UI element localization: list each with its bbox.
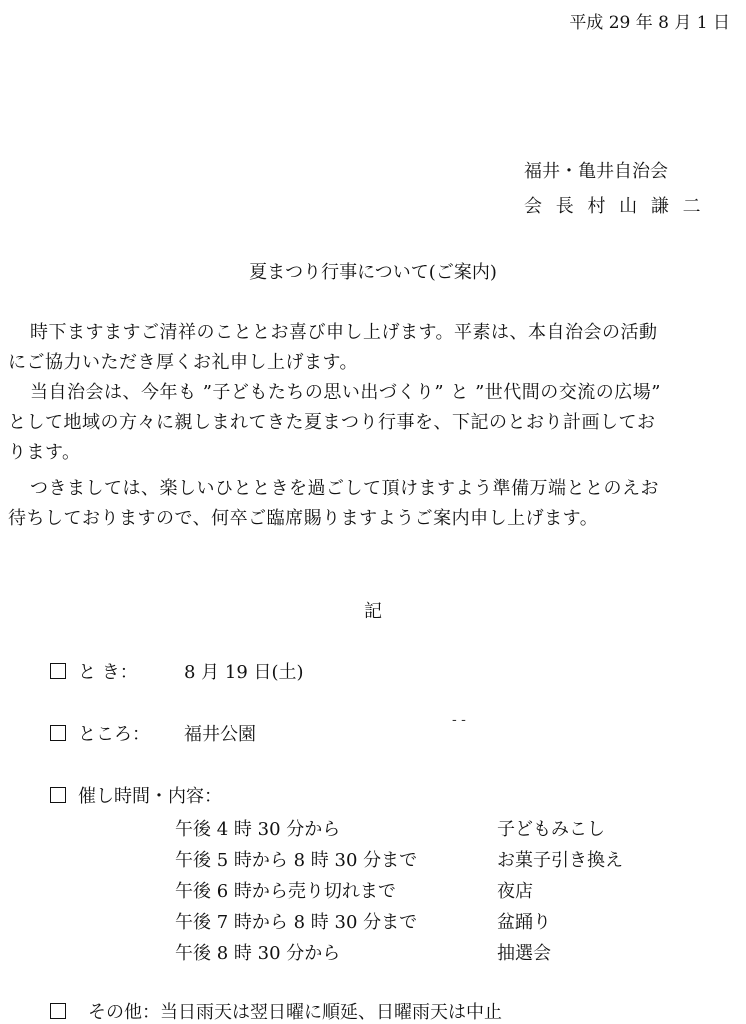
scan-smudge: ‑ ‑ [452, 712, 466, 728]
paragraph-line: として地域の方々に親しまれてきた夏まつり行事を、下記のとおり計画してお [8, 412, 656, 433]
checkbox-icon [50, 663, 66, 679]
schedule-time: 午後 5 時から 8 時 30 分まで [175, 850, 418, 871]
item-label: ところ： [78, 724, 150, 745]
schedule-time: 午後 8 時 30 分から [175, 943, 341, 964]
item-label: その他： [88, 1002, 160, 1023]
ki-heading: 記 [364, 601, 382, 622]
item-value: 福井公園 [184, 724, 256, 745]
schedule-time: 午後 4 時 30 分から [175, 819, 341, 840]
item-value: 8 月 19 日(土) [184, 662, 304, 683]
item-label: と き： [78, 662, 138, 683]
schedule-event: 子どもみこし [497, 819, 605, 840]
checkbox-icon [50, 787, 66, 803]
item-when [50, 658, 304, 684]
organization-name: 福井・亀井自治会 [524, 161, 668, 182]
item-program [50, 782, 222, 808]
item-value: 当日雨天は翌日曜に順延、日曜雨天は中止 [160, 1002, 502, 1023]
paragraph-line: つきましては、楽しいひとときを過ごして頂けますよう準備万端ととのえお [30, 478, 659, 499]
paragraph-line: ります。 [8, 442, 81, 463]
schedule-event: 抽選会 [497, 943, 551, 964]
schedule-time: 午後 7 時から 8 時 30 分まで [175, 912, 418, 933]
item-where [50, 720, 256, 746]
document-date: 平成 29 年 8 月 1 日 [569, 13, 730, 33]
schedule-event: 夜店 [497, 881, 533, 902]
schedule-event: 盆踊り [497, 912, 551, 933]
schedule-time: 午後 6 時から売り切れまで [175, 881, 396, 902]
item-label: 催し時間・内容： [78, 786, 222, 807]
checkbox-icon [50, 1003, 66, 1019]
schedule-event: お菓子引き換え [497, 850, 623, 871]
paragraph-line: 当自治会は、今年も ”子どもたちの思い出づくり” と ”世代間の交流の広場” [30, 382, 661, 403]
item-other [50, 998, 502, 1024]
document-title: 夏まつり行事について(ご案内) [249, 262, 497, 283]
paragraph-line: 待ちしておりますので、何卒ご臨席賜りますようご案内申し上げます。 [8, 508, 599, 529]
signatory: 会 長 村 山 謙 二 [524, 196, 705, 217]
paragraph-line: 時下ますますご清祥のこととお喜び申し上げます。平素は、本自治会の活動 [30, 322, 658, 343]
checkbox-icon [50, 725, 66, 741]
paragraph-line: にご協力いただき厚くお礼申し上げます。 [8, 352, 359, 373]
